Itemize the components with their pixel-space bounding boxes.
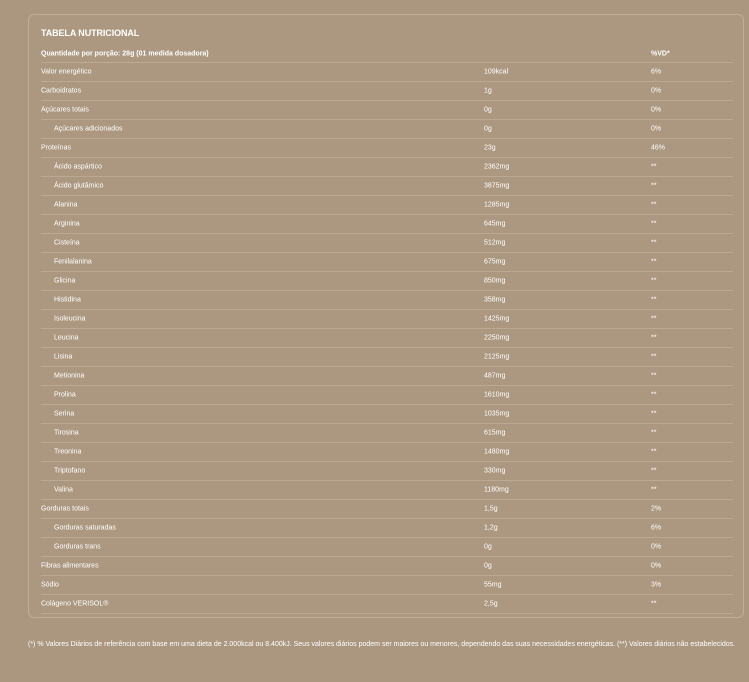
nutrient-name: Carboidratos [41,87,82,95]
nutrient-name: Tirosina [54,429,79,437]
nutrient-daily-value: ** [651,600,657,608]
nutrient-amount: 0g [484,125,492,133]
table-row [41,234,733,253]
nutrient-name: Valor energético [41,68,92,76]
nutrient-name: Histidina [54,296,81,304]
table-row [41,519,733,538]
table-row [41,196,733,215]
table-row [41,576,733,595]
nutrient-daily-value: 3% [651,581,662,589]
nutrient-daily-value: ** [651,201,657,209]
table-row [41,310,733,329]
nutrient-daily-value: 0% [651,106,662,114]
nutrient-amount: 0g [484,562,492,570]
nutrient-amount: 2250mg [484,334,510,342]
nutrient-amount: 0g [484,106,492,114]
nutrient-name: Açúcares totais [41,106,89,114]
nutrient-amount: 1,2g [484,524,498,532]
nutrient-daily-value: 0% [651,87,662,95]
nutrient-amount: 330mg [484,467,506,475]
nutrient-amount: 675mg [484,258,506,266]
table-row [41,424,733,443]
table-row [41,63,733,82]
table-row [41,557,733,576]
nutrient-daily-value: ** [651,410,657,418]
nutrition-table [41,49,733,614]
nutrient-daily-value: 0% [651,543,662,551]
nutrient-name: Gorduras totais [41,505,89,513]
nutrition-card [28,14,744,618]
nutrient-name: Triptofano [54,467,86,475]
nutrient-daily-value: ** [651,239,657,247]
table-row [41,386,733,405]
nutrient-daily-value: 2% [651,505,662,513]
nutrient-daily-value: ** [651,334,657,342]
nutrient-daily-value: ** [651,163,657,171]
nutrient-amount: 23g [484,144,496,152]
nutrient-amount: 2,5g [484,600,498,608]
nutrient-daily-value: ** [651,182,657,190]
nutrient-amount: 850mg [484,277,506,285]
nutrient-daily-value: ** [651,258,657,266]
nutrient-name: Valina [54,486,73,494]
nutrient-daily-value: ** [651,467,657,475]
table-row [41,329,733,348]
nutrient-name: Prolina [54,391,76,399]
nutrient-name: Cisteína [54,239,80,247]
nutrient-amount: 1g [484,87,492,95]
table-row [41,158,733,177]
nutrient-name: Arginina [54,220,80,228]
table-row [41,120,733,139]
nutrient-daily-value: ** [651,277,657,285]
table-row [41,462,733,481]
table-row [41,272,733,291]
nutrient-amount: 109kcal [484,68,509,76]
table-row [41,538,733,557]
footnote: (*) % Valores Diários de referência com base em uma dieta de 2.000kcal ou 8.400kJ. Seus valores diários podem ser maiores ou menores, dependendo das suas necessidades energéticas. (**) Valores diários não estabelecidos. [28,641,736,648]
nutrient-name: Ácido glutâmico [54,182,104,190]
table-row [41,500,733,519]
nutrient-name: Glicina [54,277,76,285]
nutrient-amount: 1425mg [484,315,510,323]
table-row [41,348,733,367]
nutrient-amount: 0g [484,543,492,551]
nutrient-name: Serina [54,410,75,418]
nutrient-name: Açúcares adicionados [54,125,123,133]
nutrition-table-title: TABELA NUTRICIONAL [41,28,140,38]
table-row [41,253,733,272]
table-row [41,595,733,614]
nutrient-amount: 645mg [484,220,506,228]
nutrient-daily-value: ** [651,486,657,494]
nutrient-name: Proteínas [41,144,71,152]
nutrient-name: Gorduras saturadas [54,524,116,532]
nutrient-daily-value: 46% [651,144,666,152]
nutrient-name: Ácido aspártico [54,163,102,171]
nutrient-daily-value: 6% [651,68,662,76]
nutrient-amount: 1285mg [484,201,510,209]
nutrient-amount: 55mg [484,581,502,589]
nutrient-amount: 487mg [484,372,506,380]
nutrient-daily-value: 6% [651,524,662,532]
nutrient-name: Alanina [54,201,78,209]
nutrient-name: Leucina [54,334,79,342]
table-row [41,177,733,196]
nutrient-name: Metionina [54,372,85,380]
table-row [41,481,733,500]
table-row [41,139,733,158]
nutrient-daily-value: ** [651,429,657,437]
nutrient-name: Sódio [41,581,59,589]
nutrient-daily-value: ** [651,353,657,361]
nutrient-daily-value: 0% [651,125,662,133]
nutrient-daily-value: ** [651,372,657,380]
table-row [41,405,733,424]
nutrient-amount: 512mg [484,239,506,247]
table-row [41,367,733,386]
nutrient-amount: 1,5g [484,505,498,513]
nutrient-amount: 1035mg [484,410,510,418]
nutrient-name: Fibras alimentares [41,562,99,570]
nutrient-amount: 615mg [484,429,506,437]
nutrient-amount: 1480mg [484,448,510,456]
nutrient-amount: 358mg [484,296,506,304]
table-row [41,443,733,462]
nutrient-name: Treonina [54,448,82,456]
nutrient-amount: 2362mg [484,163,510,171]
nutrient-daily-value: ** [651,448,657,456]
table-row [41,291,733,310]
vd-column-header: %VD* [651,50,670,58]
nutrient-daily-value: ** [651,391,657,399]
nutrient-amount: 3875mg [484,182,510,190]
nutrient-name: Fenilalanina [54,258,92,266]
table-body [41,63,733,614]
table-row [41,82,733,101]
nutrient-name: Colágeno VERISOL® [41,600,109,608]
nutrient-name: Lisina [54,353,73,361]
nutrient-daily-value: ** [651,220,657,228]
serving-size-label: Quantidade por porção: 28g (01 medida dosadora) [41,50,209,58]
nutrient-daily-value: ** [651,315,657,323]
nutrient-daily-value: ** [651,296,657,304]
table-row [41,101,733,120]
nutrient-amount: 1610mg [484,391,510,399]
nutrient-name: Isoleucina [54,315,86,323]
nutrient-amount: 2125mg [484,353,510,361]
nutrient-amount: 1180mg [484,486,509,494]
nutrient-name: Gorduras trans [54,543,101,551]
nutrient-daily-value: 0% [651,562,662,570]
table-row [41,215,733,234]
table-header-row [41,49,733,63]
